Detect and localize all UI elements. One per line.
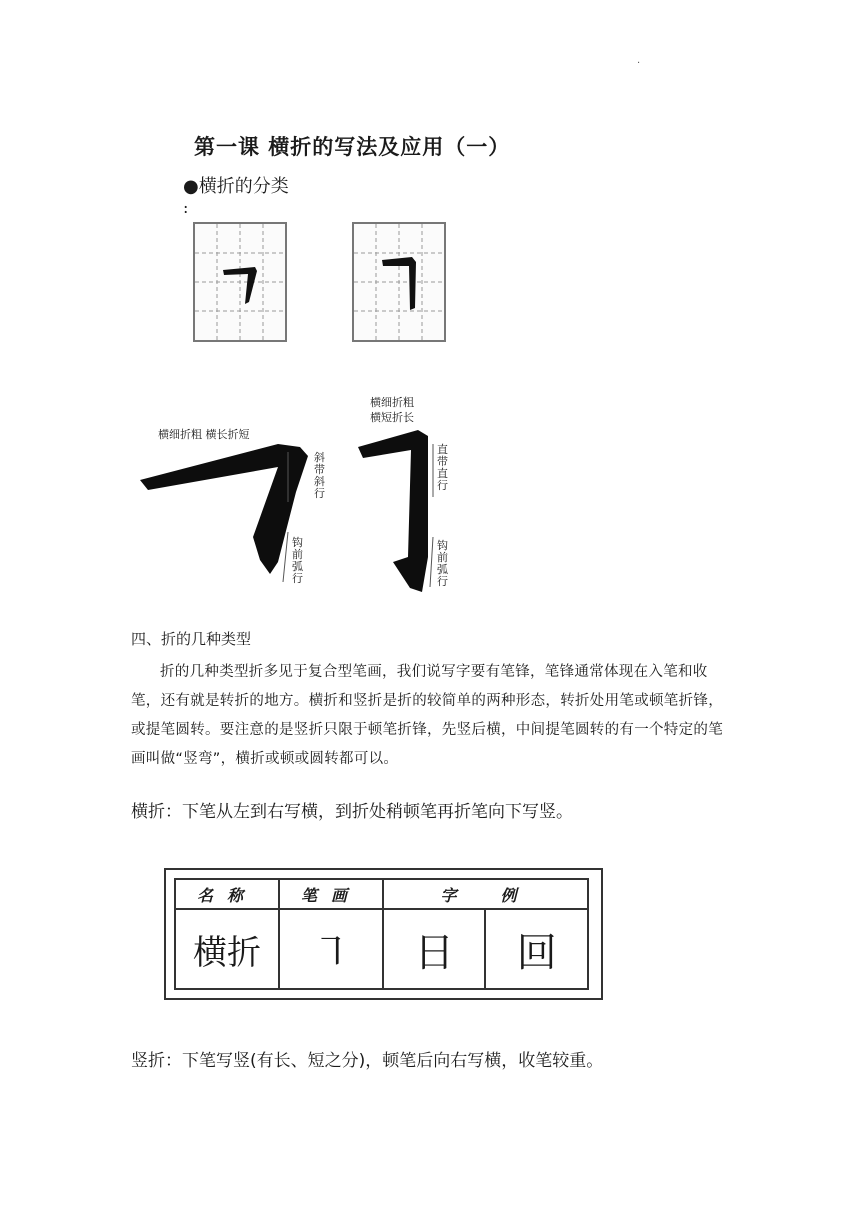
classify-colon: :: [183, 198, 189, 217]
tianzige-box-1: [193, 222, 287, 342]
hengzhe-stroke-image-1: [195, 224, 285, 340]
character-table: [164, 868, 603, 1000]
header-name: 名称: [175, 879, 279, 909]
header-stroke: 笔画: [279, 879, 383, 909]
label-right-side-2: 钩前弧行: [437, 539, 448, 588]
cell-stroke: ㇕: [279, 909, 383, 989]
page-mark: ·: [637, 58, 641, 69]
label-left-side-2: 钩前弧行: [292, 536, 303, 585]
classify-heading: ●横折的分类: [183, 176, 289, 197]
label-right-side-1: 直带直行: [437, 443, 448, 492]
cell-example-2: 回: [485, 909, 588, 989]
label-left-side-1: 斜带斜行: [314, 451, 325, 500]
shuzhe-description: 竖折：下笔写竖(有长、短之分)，顿笔后向右写横，收笔较重。: [131, 1051, 604, 1071]
hengzhe-description: 横折：下笔从左到右写横，到折处稍顿笔再折笔向下写竖。: [131, 802, 573, 822]
stroke-analysis-figure: [128, 392, 478, 602]
label-right-top-1: 横细折粗: [370, 396, 414, 409]
header-examples: 字 例: [383, 879, 588, 909]
cell-name: 横折: [175, 909, 279, 989]
label-right-top-2: 横短折长: [370, 411, 414, 424]
label-left-top: 横细折粗 横长折短: [158, 428, 250, 441]
tianzige-box-2: [352, 222, 446, 342]
hengzhe-stroke-image-2: [354, 224, 444, 340]
cell-example-1: 日: [383, 909, 485, 989]
lesson-title: 第一课 横折的写法及应用（一）: [194, 134, 511, 159]
section-paragraph: 折的几种类型折多见于复合型笔画，我们说写字要有笔锋，笔锋通常体现在入笔和收笔，还有就是转折的地方。横折和竖折是折的较简单的两种形态，转折处用笔或顿笔折锋，或提笔圆转。要注意的是竖折只限于顿笔折锋，先竖后横，中间提笔圆转的有一个特定的笔画叫做“竖弯”，横折或顿或圆转都可以。: [131, 664, 723, 767]
section-heading: 四、折的几种类型: [131, 630, 252, 648]
